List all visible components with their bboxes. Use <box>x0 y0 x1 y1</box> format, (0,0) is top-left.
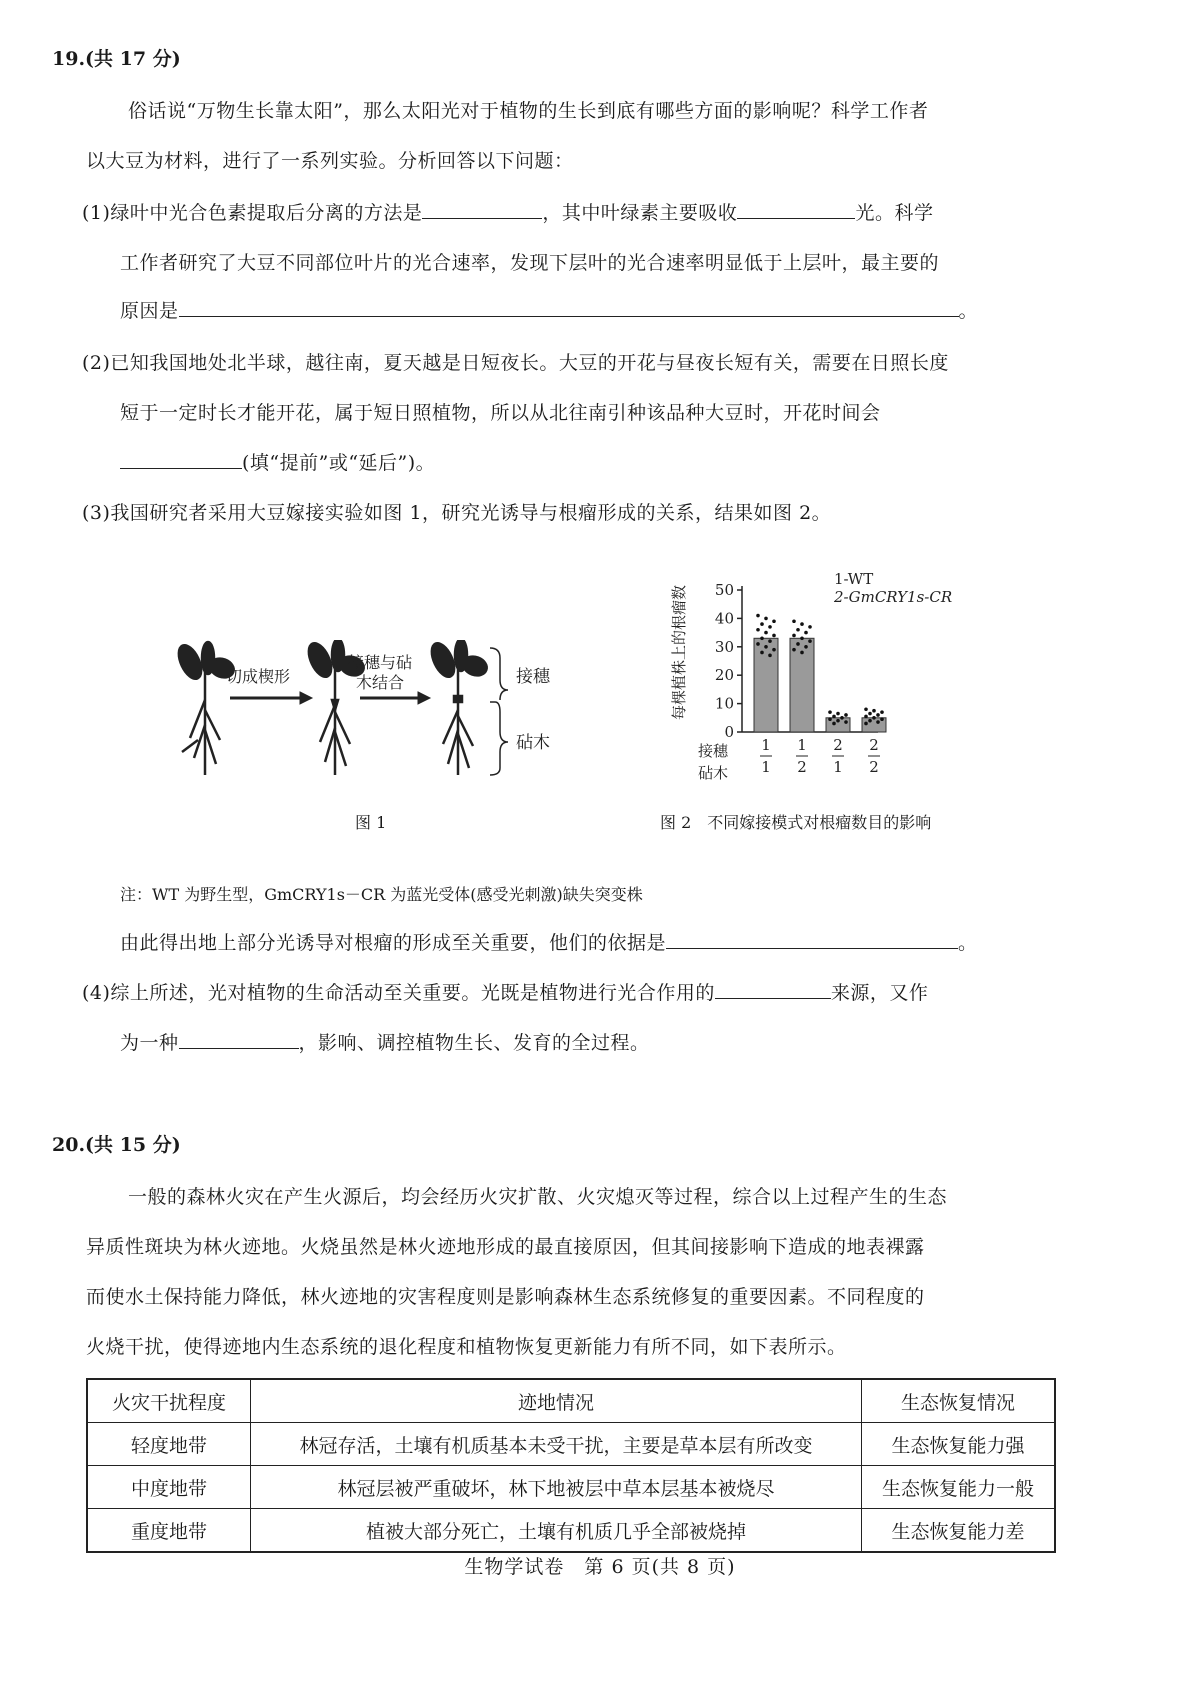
q20-line1: 一般的森林火灾在产生火源后，均会经历火灾扩散、火灾熄灭等过程，综合以上过程产生的生态 <box>128 1186 948 1208</box>
table-cell: 重度地带 <box>87 1509 251 1553</box>
answer-blank-basis[interactable] <box>666 930 958 949</box>
data-point <box>792 648 796 652</box>
chart-x-labels <box>760 736 880 776</box>
data-point <box>796 628 800 632</box>
table-cell: 植被大部分死亡，土壤有机质几乎全部被烧掉 <box>251 1509 862 1553</box>
q19-part4-text-b: 来源，又作 <box>830 982 929 1004</box>
data-point <box>864 722 868 726</box>
data-point <box>804 645 808 649</box>
data-point <box>768 654 772 658</box>
data-point <box>772 634 776 638</box>
brace-stock-icon <box>490 702 508 775</box>
table-header-cell: 火灾干扰程度 <box>87 1379 251 1423</box>
answer-blank-flowering[interactable] <box>120 450 242 469</box>
data-point <box>868 712 872 716</box>
q19-part2-line3 <box>120 448 435 475</box>
data-point <box>836 712 840 716</box>
answer-blank-energy[interactable] <box>715 980 831 999</box>
figure-2-bar-chart <box>664 560 1004 790</box>
data-point <box>764 617 768 621</box>
data-point <box>864 707 868 711</box>
data-point <box>832 715 836 719</box>
q19-part4-line2 <box>120 1028 650 1055</box>
row-label-stock: 砧木 <box>698 764 729 782</box>
data-point <box>760 651 764 655</box>
scion-label: 2 <box>869 736 879 754</box>
data-point <box>844 713 848 717</box>
q19-header: 19.(共 17 分) <box>52 48 181 70</box>
q19-part1-text-b: ，其中叶绿素主要吸收 <box>542 202 738 224</box>
scion-label: 1 <box>797 736 807 754</box>
fig1-step2-label-l2: 木结合 <box>356 673 405 692</box>
q19-note: 注：WT 为野生型，GmCRY1s－CR 为蓝光受体(感受光刺激)缺失突变株 <box>120 885 643 904</box>
fig1-step2-label-l1: 接穗与砧 <box>348 653 413 672</box>
data-point <box>836 719 840 723</box>
data-point <box>796 642 800 646</box>
legend-entry-1: 1-WT <box>834 570 874 588</box>
data-point <box>800 622 804 626</box>
figure-2-caption: 图 2 不同嫁接模式对根瘤数目的影响 <box>660 813 932 832</box>
data-point <box>880 717 884 721</box>
data-point <box>808 639 812 643</box>
data-point <box>804 631 808 635</box>
q19-part4-text-a: (4)综上所述，光对植物的生命活动至关重要。光既是植物进行光合作用的 <box>82 982 715 1004</box>
q19-part3-line1: (3)我国研究者采用大豆嫁接实验如图 1，研究光诱导与根瘤形成的关系，结果如图 2。 <box>82 502 832 524</box>
table-cell: 生态恢复能力强 <box>862 1423 1056 1466</box>
y-tick-label: 40 <box>714 609 734 628</box>
table-cell: 林冠层被严重破坏，林下地被层中草本层基本被烧尽 <box>251 1466 862 1509</box>
fig1-step1-label: 切成楔形 <box>226 667 291 686</box>
q19-part1-line2: 工作者研究了大豆不同部位叶片的光合速率，发现下层叶的光合速率明显低于上层叶，最主要的 <box>120 252 940 274</box>
table-header-cell: 生态恢复情况 <box>862 1379 1056 1423</box>
data-point <box>828 717 832 721</box>
q19-part1-end: 。 <box>958 300 979 322</box>
stock-label: 2 <box>869 758 879 776</box>
data-point <box>800 651 804 655</box>
data-point <box>756 642 760 646</box>
stock-label: 2 <box>797 758 807 776</box>
y-tick-label: 50 <box>714 581 734 599</box>
table-header-cell: 迹地情况 <box>251 1379 862 1423</box>
data-point <box>772 648 776 652</box>
y-tick-label: 0 <box>724 723 734 741</box>
data-point <box>832 722 836 726</box>
bar <box>754 638 778 732</box>
plant-3-icon <box>427 640 489 775</box>
q20-line2: 异质性斑块为林火迹地。火烧虽然是林火迹地形成的最直接原因，但其间接影响下造成的地表裸露 <box>86 1236 925 1258</box>
q19-intro-line2: 以大豆为材料，进行了一系列实验。分析回答以下问题： <box>86 150 574 172</box>
table-cell: 生态恢复能力差 <box>862 1509 1056 1553</box>
table-row <box>87 1423 1055 1466</box>
stock-label: 1 <box>761 758 771 776</box>
q19-part1-text-a: (1)绿叶中光合色素提取后分离的方法是 <box>82 202 423 224</box>
stock-label: 1 <box>833 758 843 776</box>
table-header-row <box>87 1379 1055 1423</box>
table-cell: 中度地带 <box>87 1466 251 1509</box>
q20-line4: 火烧干扰，使得迹地内生态系统的退化程度和植物恢复更新能力有所不同，如下表所示。 <box>86 1336 847 1358</box>
legend-entry-2: 2-GmCRY1s-CR <box>834 588 953 606</box>
y-tick-label: 30 <box>714 637 734 656</box>
data-point <box>800 636 804 640</box>
q20-line3: 而使水土保持能力降低，林火迹地的灾害程度则是影响森林生态系统修复的重要因素。不同程度的 <box>86 1286 925 1308</box>
q19-part2-line2: 短于一定时长才能开花，属于短日照植物，所以从北往南引种该品种大豆时，开花时间会 <box>120 402 881 424</box>
y-tick-label: 20 <box>714 666 734 685</box>
answer-blank-light[interactable] <box>737 200 855 219</box>
table-cell: 生态恢复能力一般 <box>862 1466 1056 1509</box>
data-point <box>876 713 880 717</box>
fig1-stock-label: 砧木 <box>516 733 550 753</box>
table-cell: 轻度地带 <box>87 1423 251 1466</box>
table-cell: 林冠存活，土壤有机质基本未受干扰，主要是草本层有所改变 <box>251 1423 862 1466</box>
data-point <box>844 720 848 724</box>
scion-label: 1 <box>761 736 771 754</box>
scion-label: 2 <box>833 736 843 754</box>
q19-part3-line2 <box>120 928 978 955</box>
data-point <box>880 710 884 714</box>
answer-blank-method[interactable] <box>422 200 542 219</box>
plant-1-icon <box>174 642 236 775</box>
data-point <box>828 710 832 714</box>
data-point <box>764 631 768 635</box>
data-point <box>792 634 796 638</box>
fire-disturbance-table <box>86 1378 1056 1553</box>
data-point <box>864 715 868 719</box>
row-label-scion: 接穗 <box>698 742 729 760</box>
q19-part3-basis-label: 由此得出地上部分光诱导对根瘤的形成至关重要，他们的依据是 <box>120 932 667 954</box>
data-point <box>872 709 876 713</box>
q19-intro-line1: 俗话说“万物生长靠太阳”，那么太阳光对于植物的生长到底有哪些方面的影响呢？科学工作者 <box>128 100 929 122</box>
data-point <box>876 720 880 724</box>
data-point <box>840 716 844 720</box>
q19-part1-reason-label: 原因是 <box>120 300 179 322</box>
q19-part3-end: 。 <box>958 932 978 954</box>
brace-scion-icon <box>490 648 508 700</box>
y-tick-label: 10 <box>714 694 734 713</box>
data-point <box>772 619 776 623</box>
q19-part1-line3 <box>120 296 978 323</box>
data-point <box>808 625 812 629</box>
table-row <box>87 1466 1055 1509</box>
table-row <box>87 1509 1055 1553</box>
q19-part4-text-d: ，影响、调控植物生长、发育的全过程。 <box>298 1032 650 1054</box>
data-point <box>760 622 764 626</box>
data-point <box>756 614 760 618</box>
data-point <box>764 645 768 649</box>
answer-blank-reason[interactable] <box>179 298 959 317</box>
q19-part1-line1 <box>82 198 933 225</box>
data-point <box>768 639 772 643</box>
q20-header: 20.(共 15 分) <box>52 1134 181 1156</box>
data-point <box>868 719 872 723</box>
data-point <box>872 716 876 720</box>
page-footer: 生物学试卷 第 6 页(共 8 页) <box>464 1556 736 1578</box>
q19-part4-line1 <box>82 978 928 1005</box>
q19-part1-text-c: 光。科学 <box>855 202 934 224</box>
data-point <box>768 625 772 629</box>
q19-part2-line1: (2)已知我国地处北半球，越往南，夏天越是日短夜长。大豆的开花与昼夜长短有关，需要在日照长度 <box>82 352 949 374</box>
chart-ylabel: 每棵植株上的根瘤数 <box>670 584 688 720</box>
q19-part4-text-c: 为一种 <box>120 1032 179 1054</box>
answer-blank-signal[interactable] <box>179 1030 299 1049</box>
figure-1-caption: 图 1 <box>355 813 387 832</box>
q19-part2-hint: (填“提前”或“延后”)。 <box>242 452 436 474</box>
data-point <box>792 619 796 623</box>
fig1-scion-label: 接穗 <box>516 667 550 687</box>
data-point <box>756 628 760 632</box>
data-point <box>760 636 764 640</box>
